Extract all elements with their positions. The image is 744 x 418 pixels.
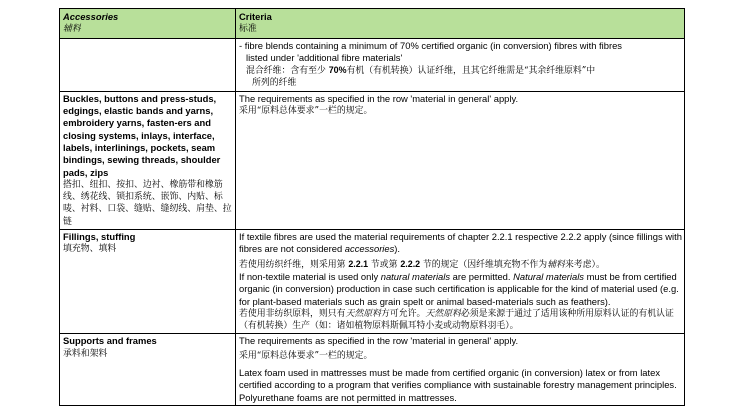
criteria-cell-fibre-blends xyxy=(236,38,685,91)
criteria-text-zh-part: 天然原料 xyxy=(345,308,381,319)
accessory-name-en: Buckles, buttons and press-studs, edgings, elastic bands and yarns, embroidery yarns, fasten-ers and closing systems, inlays, interface, labels, interlinings, pockets, seam bindings, sewing threads, shoulder pads, zips xyxy=(63,92,221,178)
criteria-text-zh xyxy=(239,308,682,333)
criteria-text-zh-part: 来考虑）。 xyxy=(564,259,605,270)
criteria-cell-fillings xyxy=(236,230,685,334)
criteria-text-zh-part: 节的规定（因纤维填充物不作为 xyxy=(420,259,548,270)
criteria-text-zh-part: 若使用纺织纤维，则采用第 xyxy=(239,259,349,270)
criteria-text-zh-part: 必须是来源于通过了适用该种所用原料认证的有机认证（有机转换）生产（如：诸如植物原料斯佩耳特小麦或动物原料羽毛）。 xyxy=(239,308,674,332)
accessory-cell-empty xyxy=(60,38,236,91)
criteria-cell-buckles xyxy=(236,91,685,229)
criteria-text-part: If textile fibres are used the material requirements of chapter 2.2.1 respective 2.2.2 apply (since fillings with fibres are not considered xyxy=(239,231,682,255)
criteria-text: The requirements as specified in the row 'material in general' apply. xyxy=(239,92,519,104)
table-row-buckles xyxy=(60,91,685,229)
criteria-text: - fibre blends containing a minimum of 70% certified organic (in conversion) fibres with fibres xyxy=(239,39,622,51)
header-accessories-zh: 辅料 xyxy=(63,24,81,35)
accessory-name-zh: 填充物、填料 xyxy=(63,244,117,255)
criteria-text-part: Natural materials xyxy=(513,270,584,282)
table-header-row xyxy=(60,9,685,39)
criteria-text-zh-part: 2.2.1 xyxy=(348,258,369,269)
accessory-name-en: Supports and frames xyxy=(63,335,157,347)
criteria-text-zh-part: 有机（有机转换）认证纤维，且其它纤维需是“其余纤维原料”中 xyxy=(346,66,596,77)
criteria-table xyxy=(59,8,685,406)
criteria-text-part: If non-textile material is used only xyxy=(239,270,381,282)
header-criteria-cell xyxy=(236,9,685,39)
accessory-name-zh: 承料和架料 xyxy=(63,348,108,359)
criteria-text-zh: 所列的纤维 xyxy=(252,78,297,89)
table-row-supports xyxy=(60,334,685,405)
criteria-text-zh-part: 70% xyxy=(328,65,347,76)
header-accessories-cell xyxy=(60,9,236,39)
criteria-text-zh-part: 2.2.2 xyxy=(400,258,421,269)
criteria-text-part: ). xyxy=(394,243,401,255)
criteria-text-zh-part: 混合纤维：含有至少 xyxy=(246,66,329,77)
criteria-text-part: are permitted. xyxy=(450,270,514,282)
criteria-text xyxy=(239,231,682,256)
accessory-cell-buckles xyxy=(60,91,236,229)
criteria-text: listed under 'additional fibre materials' xyxy=(246,51,403,63)
accessory-cell-fillings xyxy=(60,230,236,334)
criteria-text: Latex foam used in mattresses must be made from certified organic (in conversion) latex or from latex certified according to a program that verifies compliance with sustainable forestry management principles. Polyurethane foams are not permitted in mattresses. xyxy=(239,367,677,403)
criteria-text-zh-part: 若使用非纺织原料，则只有 xyxy=(239,308,346,319)
header-accessories-en: Accessories xyxy=(63,11,119,22)
criteria-text-part: natural materials xyxy=(380,270,451,282)
accessory-name-zh: 搭扣、纽扣、按扣、边衬、橡筋带和橡筋线、绣花线、锁扣系统、嵌饰、内贴、标唛、衬料、口袋、缝贴、缝纫线、肩垫、拉链 xyxy=(63,179,232,227)
criteria-text-zh-part: 天然原料 xyxy=(425,308,461,319)
criteria-text-zh xyxy=(239,64,682,77)
criteria-cell-supports xyxy=(236,334,685,405)
criteria-text-zh-part: 节或第 xyxy=(368,259,401,270)
criteria-text xyxy=(239,271,682,308)
criteria-text-zh-part: 辅料 xyxy=(547,259,565,270)
criteria-text-part: must be from certified organic (in conversion) production in case such certification is applicable for the kind of material used (e.g. for plant-based materials such as grain spelt or animal based-materials such as feathers). xyxy=(239,270,679,307)
criteria-text-part: accessories xyxy=(344,243,395,255)
table-row-fillings xyxy=(60,230,685,334)
criteria-text: The requirements as specified in the row 'material in general' apply. xyxy=(239,335,519,347)
criteria-text-zh-part: 方可允许。 xyxy=(381,308,426,319)
accessory-cell-supports xyxy=(60,334,236,405)
criteria-text-zh: 采用“原料总体要求”一栏的规定。 xyxy=(239,350,373,361)
header-criteria-zh: 标准 xyxy=(239,24,257,35)
accessory-name-en: Fillings, stuffing xyxy=(63,231,136,243)
header-criteria-en: Criteria xyxy=(239,11,272,22)
table-row-fibre-blends xyxy=(60,38,685,91)
criteria-text-zh: 采用“原料总体要求”一栏的规定。 xyxy=(239,106,373,117)
criteria-text-zh xyxy=(239,258,682,271)
